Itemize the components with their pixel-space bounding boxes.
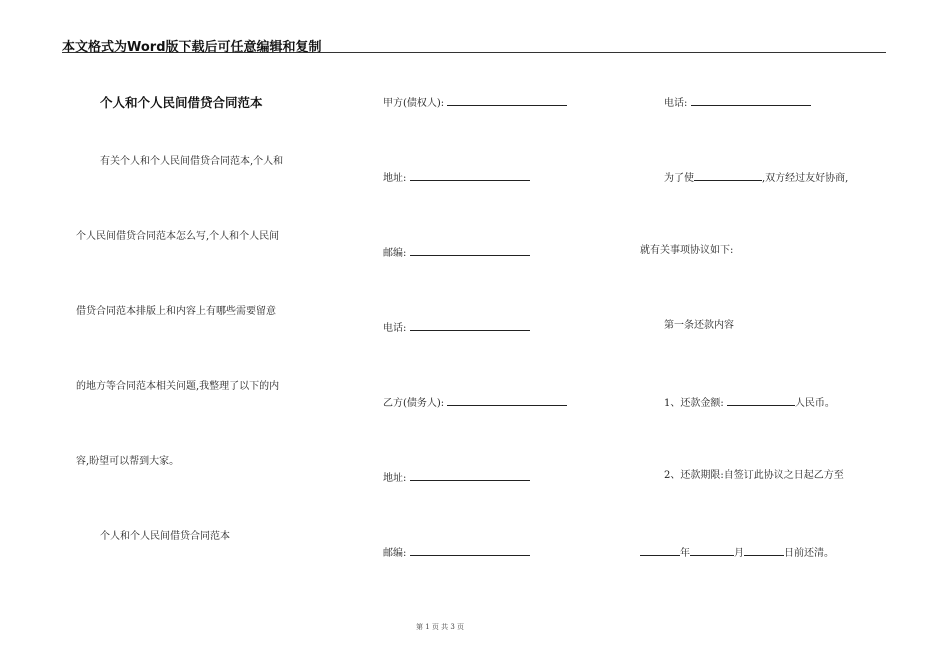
repayment-amount-blank xyxy=(727,394,795,406)
postcode-blank-b xyxy=(410,544,530,556)
phone-blank-a xyxy=(410,319,530,331)
postcode-label-a: 邮编: xyxy=(383,248,407,259)
day-blank xyxy=(744,544,784,556)
date-suffix: 日前还清。 xyxy=(784,548,834,559)
intro-line-1: 有关个人和个人民间借贷合同范本,个人和 xyxy=(100,156,284,167)
intro-line-4: 的地方等合同范本相关问题,我整理了以下的内 xyxy=(76,381,280,392)
party-a-row xyxy=(383,94,567,111)
contract-subtitle: 个人和个人民间借贷合同范本 xyxy=(100,531,230,542)
month-blank xyxy=(690,544,734,556)
address-row-a xyxy=(383,169,530,186)
year-blank xyxy=(640,544,680,556)
repayment-amount-label: 1、还款金额: xyxy=(664,398,724,409)
month-label: 月 xyxy=(734,548,744,559)
article-1-heading: 第一条还款内容 xyxy=(664,320,734,331)
party-b-blank xyxy=(447,394,567,406)
phone-label-a: 电话: xyxy=(383,323,407,334)
postcode-blank-a xyxy=(410,244,530,256)
document-title: 个人和个人民间借贷合同范本 xyxy=(100,95,263,110)
party-b-row xyxy=(383,394,567,411)
page-number-footer: 第 1 页 共 3 页 xyxy=(415,623,465,631)
intro-line-3: 借贷合同范本排版上和内容上有哪些需要留意 xyxy=(76,306,276,317)
party-b-label: 乙方(债务人): xyxy=(383,398,445,409)
address-blank-b xyxy=(410,469,530,481)
purpose-blank xyxy=(694,169,762,181)
address-blank-a xyxy=(410,169,530,181)
repayment-date-row xyxy=(640,544,834,561)
repayment-term-line: 2、还款期限:自签订此协议之日起乙方至 xyxy=(664,470,844,481)
repayment-amount-suffix: 人民币。 xyxy=(794,398,835,409)
phone-label-right: 电话: xyxy=(664,98,688,109)
purpose-suffix: ,双方经过友好协商, xyxy=(762,173,849,184)
party-a-blank xyxy=(447,94,567,106)
purpose-prefix: 为了使 xyxy=(664,173,694,184)
address-label-b: 地址: xyxy=(383,473,407,484)
download-notice-header: 本文格式为Word版下载后可任意编辑和复制 xyxy=(62,40,322,55)
header-divider xyxy=(62,52,886,53)
phone-row-a xyxy=(383,319,530,336)
purpose-row xyxy=(664,169,848,186)
year-label: 年 xyxy=(680,548,690,559)
phone-blank-right xyxy=(691,94,811,106)
intro-line-2: 个人民间借贷合同范本怎么写,个人和个人民间 xyxy=(76,231,280,242)
address-row-b xyxy=(383,469,530,486)
repayment-amount-row xyxy=(664,394,835,411)
party-a-label: 甲方(债权人): xyxy=(383,98,445,109)
postcode-row-a xyxy=(383,244,530,261)
postcode-label-b: 邮编: xyxy=(383,548,407,559)
intro-line-5: 容,盼望可以帮到大家。 xyxy=(76,456,180,467)
agreement-line: 就有关事项协议如下: xyxy=(640,245,734,256)
phone-row-right xyxy=(664,94,811,111)
address-label-a: 地址: xyxy=(383,173,407,184)
postcode-row-b xyxy=(383,544,530,561)
